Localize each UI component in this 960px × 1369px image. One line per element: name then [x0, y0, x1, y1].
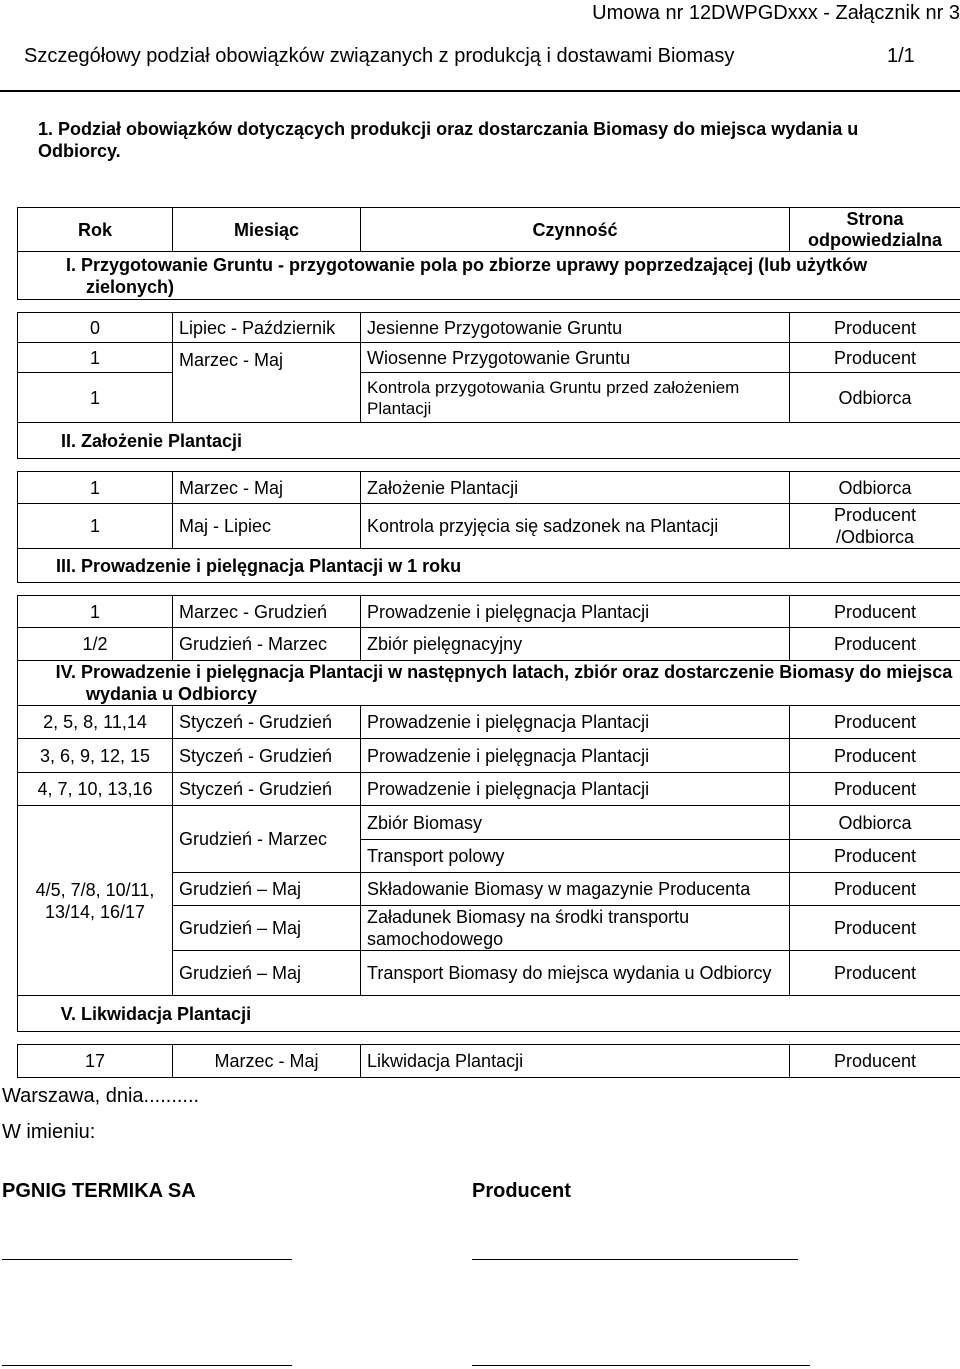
section-title: Likwidacja Plantacji	[81, 1003, 252, 1024]
table-row: 4/5, 7/8, 10/11, 13/14, 16/17 Grudzień - Marzec Zbiór Biomasy Odbiorca	[18, 806, 960, 840]
table-row: 1 Marzec - Grudzień Prowadzenie i pielęgnacja Plantacji Producent	[18, 596, 960, 628]
table-row: 1 Marzec - Maj Wiosenne Przygotowanie Gruntu Producent	[18, 343, 960, 373]
section-row	[18, 252, 960, 300]
right-party-name: Producent	[472, 1180, 571, 1202]
table-row: 2, 5, 8, 11,14 Styczeń - Grudzień Prowadzenie i pielęgnacja Plantacji Producent	[18, 706, 960, 739]
section-row	[18, 996, 960, 1032]
table-row: 1 Kontrola przygotowania Gruntu przed założeniem Plantacji Odbiorca	[18, 373, 960, 423]
table-row: Grudzień – Maj Składowanie Biomasy w magazynie Producenta Producent	[18, 873, 960, 906]
page-number: 1/1	[887, 45, 915, 67]
table-row: 1 Maj - Lipiec Kontrola przyjęcia się sadzonek na Plantacji Producent /Odbiorca	[18, 504, 960, 549]
header-rule	[0, 90, 960, 92]
section-row	[18, 423, 960, 459]
signature-line	[2, 1365, 292, 1366]
contract-number: Umowa nr 12DWPGDxxx - Załącznik nr 3	[592, 2, 960, 24]
section-title: Przygotowanie Gruntu - przygotowanie pola po zbiorze uprawy poprzedzającej (lub użytków zielonych)	[81, 254, 868, 297]
section-heading: 1. Podział obowiązków dotyczących produkcji oraz dostarczania Biomasy do miejsca wydania u Odbiorcy.	[38, 119, 859, 161]
section-number: II.	[60, 430, 76, 451]
signature-line	[472, 1365, 810, 1366]
section-number: III.	[55, 555, 76, 576]
section-number: I.	[65, 254, 76, 275]
table-row: Grudzień – Maj Załadunek Biomasy na środki transportu samochodowego Producent	[18, 906, 960, 951]
table-row: 1/2 Grudzień - Marzec Zbiór pielęgnacyjny Producent	[18, 628, 960, 661]
table-row: Transport polowy Producent	[18, 840, 960, 873]
document-title: Szczegółowy podział obowiązków związanych z produkcją i dostawami Biomasy	[24, 45, 735, 67]
left-party-name: PGNIG TERMIKA SA	[2, 1180, 196, 1202]
place-date: Warszawa, dnia..........	[2, 1085, 200, 1107]
table-row: 4, 7, 10, 13,16 Styczeń - Grudzień Prowadzenie i pielęgnacja Plantacji Producent	[18, 773, 960, 806]
table-row: 17 Marzec - Maj Likwidacja Plantacji Producent	[18, 1045, 960, 1078]
duties-table	[17, 207, 960, 1078]
table-header-row	[18, 208, 960, 252]
section-number: V.	[60, 1003, 76, 1024]
table-row: 0 Lipiec - Październik Jesienne Przygotowanie Gruntu Producent	[18, 313, 960, 343]
table-row: Grudzień – Maj Transport Biomasy do miejsca wydania u Odbiorcy Producent	[18, 951, 960, 996]
section-title: Prowadzenie i pielęgnacja Plantacji w 1 roku	[81, 555, 462, 576]
table-row: 1 Marzec - Maj Założenie Plantacji Odbiorca	[18, 472, 960, 504]
section-number: IV.	[55, 662, 76, 682]
col-header-activity: Czynność	[361, 208, 790, 252]
section-row	[18, 661, 960, 706]
signature-line	[2, 1259, 292, 1260]
section-title: Prowadzenie i pielęgnacja Plantacji w następnych latach, zbiór oraz dostarczenie Biomasy do miejsca wydania u Odbiorcy	[81, 662, 953, 704]
on-behalf-label: W imieniu:	[2, 1121, 96, 1143]
col-header-month: Miesiąc	[173, 208, 361, 252]
col-header-responsible: Strona odpowiedzialna	[790, 208, 960, 252]
signature-line	[472, 1259, 798, 1260]
table-row: 3, 6, 9, 12, 15 Styczeń - Grudzień Prowadzenie i pielęgnacja Plantacji Producent	[18, 739, 960, 773]
section-title: Założenie Plantacji	[81, 430, 243, 451]
col-header-year: Rok	[18, 208, 173, 252]
section-row	[18, 549, 960, 583]
